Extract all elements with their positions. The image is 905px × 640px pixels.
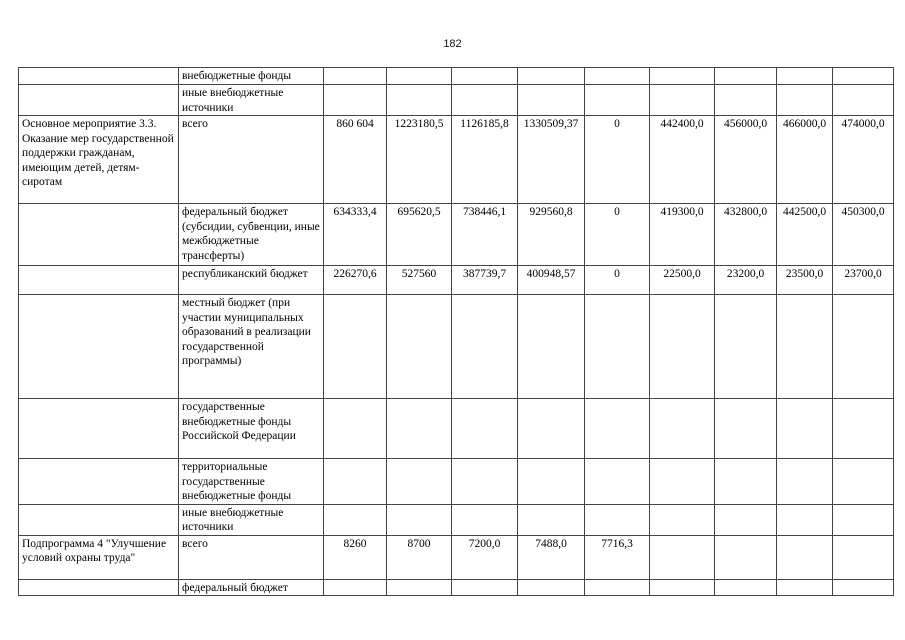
value-cell: 22500,0: [650, 266, 715, 295]
row-name-cell: [19, 579, 179, 596]
value-cell: [452, 68, 518, 85]
value-cell: [452, 504, 518, 535]
value-cell: [650, 579, 715, 596]
value-cell: [715, 579, 777, 596]
value-cell: 1126185,8: [452, 116, 518, 204]
value-cell: [715, 504, 777, 535]
table-row: [19, 504, 894, 535]
row-name-cell: [19, 399, 179, 459]
value-cell: [585, 459, 650, 505]
value-cell: 456000,0: [715, 116, 777, 204]
row-name-cell: [19, 266, 179, 295]
value-cell: 442400,0: [650, 116, 715, 204]
funding-source-cell: всего: [179, 116, 324, 204]
value-cell: [585, 295, 650, 399]
value-cell: [324, 504, 387, 535]
value-cell: [650, 68, 715, 85]
value-cell: [387, 579, 452, 596]
row-name-cell: [19, 295, 179, 399]
value-cell: 23500,0: [777, 266, 833, 295]
value-cell: [518, 459, 585, 505]
value-cell: [324, 68, 387, 85]
value-cell: [585, 85, 650, 116]
value-cell: 634333,4: [324, 204, 387, 266]
table-row: [19, 535, 894, 579]
funding-source-cell: внебюджетные фонды: [179, 68, 324, 85]
value-cell: [324, 579, 387, 596]
value-cell: 466000,0: [777, 116, 833, 204]
funding-source-cell: республиканский бюджет: [179, 266, 324, 295]
table-row: [19, 579, 894, 596]
value-cell: 226270,6: [324, 266, 387, 295]
value-cell: 7716,3: [585, 535, 650, 579]
value-cell: [715, 399, 777, 459]
value-cell: [452, 295, 518, 399]
value-cell: [650, 459, 715, 505]
value-cell: 1330509,37: [518, 116, 585, 204]
table-row: [19, 204, 894, 266]
value-cell: 23700,0: [833, 266, 894, 295]
value-cell: [452, 579, 518, 596]
value-cell: [518, 85, 585, 116]
value-cell: [777, 504, 833, 535]
value-cell: 7200,0: [452, 535, 518, 579]
row-name-cell: Подпрограмма 4 "Улучшение условий охраны труда": [19, 535, 179, 579]
funding-source-cell: федеральный бюджет (субсидии, субвенции, иные межбюджетные трансферты): [179, 204, 324, 266]
value-cell: [715, 459, 777, 505]
value-cell: [518, 579, 585, 596]
value-cell: [585, 504, 650, 535]
value-cell: [452, 399, 518, 459]
value-cell: 0: [585, 204, 650, 266]
value-cell: [777, 459, 833, 505]
value-cell: 527560: [387, 266, 452, 295]
funding-source-cell: иные внебюджетные источники: [179, 504, 324, 535]
row-name-cell: [19, 85, 179, 116]
value-cell: [777, 85, 833, 116]
funding-source-cell: местный бюджет (при участии муниципальных образований в реализации государственной программы): [179, 295, 324, 399]
table-row: [19, 116, 894, 204]
value-cell: [777, 579, 833, 596]
value-cell: [715, 68, 777, 85]
row-name-cell: [19, 459, 179, 505]
table-row: [19, 68, 894, 85]
value-cell: 8260: [324, 535, 387, 579]
value-cell: [387, 295, 452, 399]
table-row: [19, 295, 894, 399]
value-cell: 929560,8: [518, 204, 585, 266]
value-cell: [777, 68, 833, 85]
value-cell: [650, 399, 715, 459]
value-cell: [715, 85, 777, 116]
value-cell: [518, 399, 585, 459]
value-cell: 695620,5: [387, 204, 452, 266]
table-row: [19, 85, 894, 116]
table-row: [19, 459, 894, 505]
funding-source-cell: государственные внебюджетные фонды Российской Федерации: [179, 399, 324, 459]
row-name-cell: [19, 204, 179, 266]
value-cell: [585, 68, 650, 85]
value-cell: [777, 295, 833, 399]
value-cell: [387, 68, 452, 85]
value-cell: [387, 85, 452, 116]
value-cell: 442500,0: [777, 204, 833, 266]
value-cell: [324, 459, 387, 505]
value-cell: [715, 295, 777, 399]
page-number: 182: [443, 38, 462, 50]
value-cell: 0: [585, 116, 650, 204]
value-cell: [452, 459, 518, 505]
budget-table: [18, 67, 894, 596]
row-name-cell: [19, 504, 179, 535]
value-cell: [833, 85, 894, 116]
funding-source-cell: всего: [179, 535, 324, 579]
value-cell: [833, 68, 894, 85]
value-cell: [833, 504, 894, 535]
value-cell: [833, 295, 894, 399]
value-cell: [324, 85, 387, 116]
value-cell: [833, 459, 894, 505]
value-cell: 400948,57: [518, 266, 585, 295]
value-cell: [387, 504, 452, 535]
funding-source-cell: федеральный бюджет: [179, 579, 324, 596]
value-cell: [833, 579, 894, 596]
value-cell: [324, 295, 387, 399]
value-cell: 23200,0: [715, 266, 777, 295]
value-cell: 8700: [387, 535, 452, 579]
funding-source-cell: иные внебюджетные источники: [179, 85, 324, 116]
value-cell: [650, 504, 715, 535]
value-cell: [777, 399, 833, 459]
value-cell: [518, 504, 585, 535]
value-cell: [833, 399, 894, 459]
value-cell: [777, 535, 833, 579]
value-cell: [518, 68, 585, 85]
value-cell: [715, 535, 777, 579]
value-cell: 860 604: [324, 116, 387, 204]
value-cell: [650, 85, 715, 116]
value-cell: [650, 535, 715, 579]
value-cell: 0: [585, 266, 650, 295]
value-cell: [387, 399, 452, 459]
value-cell: [650, 295, 715, 399]
value-cell: 738446,1: [452, 204, 518, 266]
row-name-cell: Основное мероприятие 3.3. Оказание мер государственной поддержки гражданам, имеющим детей, детям-сиротам: [19, 116, 179, 204]
value-cell: [518, 295, 585, 399]
value-cell: 7488,0: [518, 535, 585, 579]
value-cell: [452, 85, 518, 116]
value-cell: [387, 459, 452, 505]
value-cell: [833, 535, 894, 579]
value-cell: 450300,0: [833, 204, 894, 266]
value-cell: 474000,0: [833, 116, 894, 204]
value-cell: [585, 399, 650, 459]
funding-source-cell: территориальные государственные внебюджетные фонды: [179, 459, 324, 505]
table-row: [19, 399, 894, 459]
value-cell: 432800,0: [715, 204, 777, 266]
value-cell: [324, 399, 387, 459]
value-cell: 1223180,5: [387, 116, 452, 204]
value-cell: 387739,7: [452, 266, 518, 295]
value-cell: 419300,0: [650, 204, 715, 266]
value-cell: [585, 579, 650, 596]
row-name-cell: [19, 68, 179, 85]
table-row: [19, 266, 894, 295]
